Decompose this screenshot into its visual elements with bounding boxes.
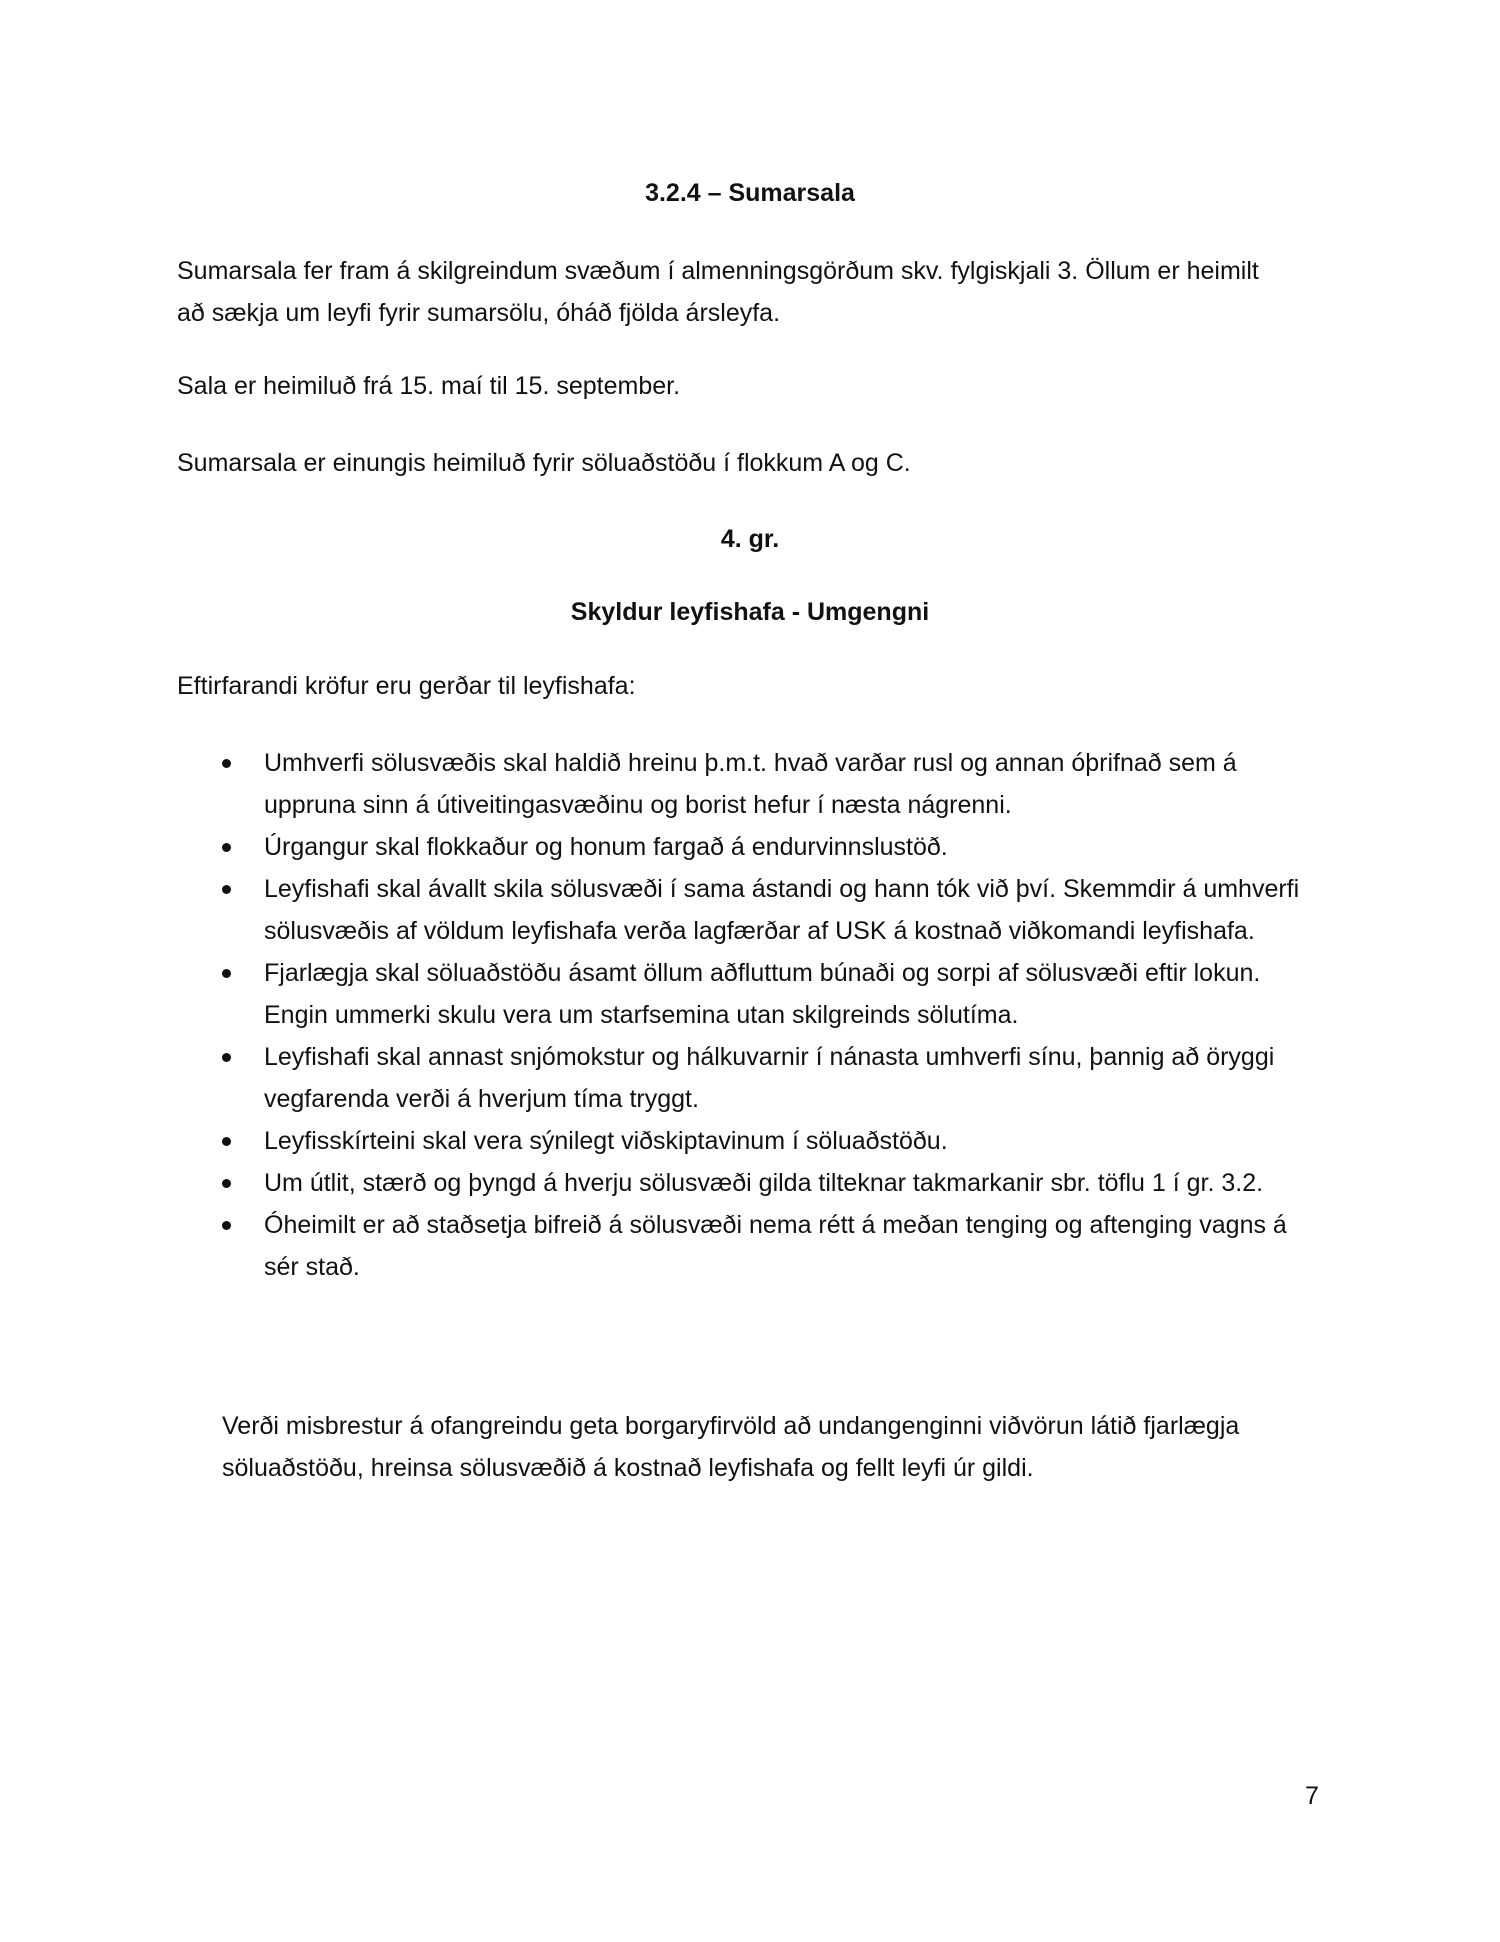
intro-paragraph: Sumarsala fer fram á skilgreindum svæðum í almenningsgörðum skv. fylgiskjali 3. Öllum er heimilt að sækja um leyfi fyrir sumarsölu, óháð fjölda ársleyfa. xyxy=(177,257,1259,327)
list-item-text: Úrgangur skal flokkaður og honum fargað á endurvinnslustöð. xyxy=(264,833,948,861)
bullet-icon xyxy=(222,885,231,894)
section-heading: 3.2.4 – Sumarsala xyxy=(645,179,855,207)
categories-note-paragraph: Sumarsala er einungis heimiluð fyrir söluaðstöðu í flokkum A og C. xyxy=(177,449,911,477)
list-item xyxy=(222,826,1322,868)
bullet-icon xyxy=(222,843,231,852)
list-item-text: Um útlit, stærð og þyngd á hverju sölusvæði gilda tilteknar takmarkanir sbr. töflu 1 í gr. 3.2. xyxy=(264,1169,1264,1197)
list-item xyxy=(222,742,1322,826)
list-item xyxy=(222,868,1322,952)
list-item-text: Leyfishafi skal ávallt skila sölusvæði í sama ástandi og hann tók við því. Skemmdir á umhverfi sölusvæðis af völdum leyfishafa verða lagfærðar af USK á kostnað viðkomandi leyfishafa. xyxy=(264,875,1300,945)
requirements-list xyxy=(222,742,1322,1288)
article-title: Skyldur leyfishafa - Umgengni xyxy=(570,598,930,626)
bullet-icon xyxy=(222,969,231,978)
list-item xyxy=(222,1204,1322,1288)
page-number: 7 xyxy=(1305,1782,1319,1810)
requirements-intro: Eftirfarandi kröfur eru gerðar til leyfishafa: xyxy=(177,672,636,700)
list-item-text: Fjarlægja skal söluaðstöðu ásamt öllum aðfluttum búnaði og sorpi af sölusvæði eftir lokun. Engin ummerki skulu vera um starfsemina utan skilgreinds sölutíma. xyxy=(264,959,1261,1029)
list-item-text: Óheimilt er að staðsetja bifreið á sölusvæði nema rétt á meðan tenging og aftenging vagns á sér stað. xyxy=(264,1211,1287,1281)
article-number: 4. gr. xyxy=(720,525,780,553)
list-item xyxy=(222,1162,1322,1204)
bullet-icon xyxy=(222,759,231,768)
bullet-icon xyxy=(222,1179,231,1188)
bullet-icon xyxy=(222,1137,231,1146)
list-item xyxy=(222,952,1322,1036)
sale-period-paragraph: Sala er heimiluð frá 15. maí til 15. september. xyxy=(177,372,681,400)
list-item-text: Leyfishafi skal annast snjómokstur og hálkuvarnir í nánasta umhverfi sínu, þannig að öryggi vegfarenda verði á hverjum tíma tryggt. xyxy=(264,1043,1275,1113)
closing-paragraph: Verði misbrestur á ofangreindu geta borgaryfirvöld að undangenginni viðvörun látið fjarlægja söluaðstöðu, hreinsa sölusvæðið á kostnað leyfishafa og fellt leyfi úr gildi. xyxy=(222,1412,1240,1482)
list-item-text: Leyfisskírteini skal vera sýnilegt viðskiptavinum í söluaðstöðu. xyxy=(264,1127,948,1155)
bullet-icon xyxy=(222,1221,231,1230)
list-item xyxy=(222,1036,1322,1120)
list-item-text: Umhverfi sölusvæðis skal haldið hreinu þ.m.t. hvað varðar rusl og annan óþrifnað sem á uppruna sinn á útiveitingasvæðinu og borist hefur í næsta nágrenni. xyxy=(264,749,1237,819)
bullet-icon xyxy=(222,1053,231,1062)
list-item xyxy=(222,1120,1322,1162)
